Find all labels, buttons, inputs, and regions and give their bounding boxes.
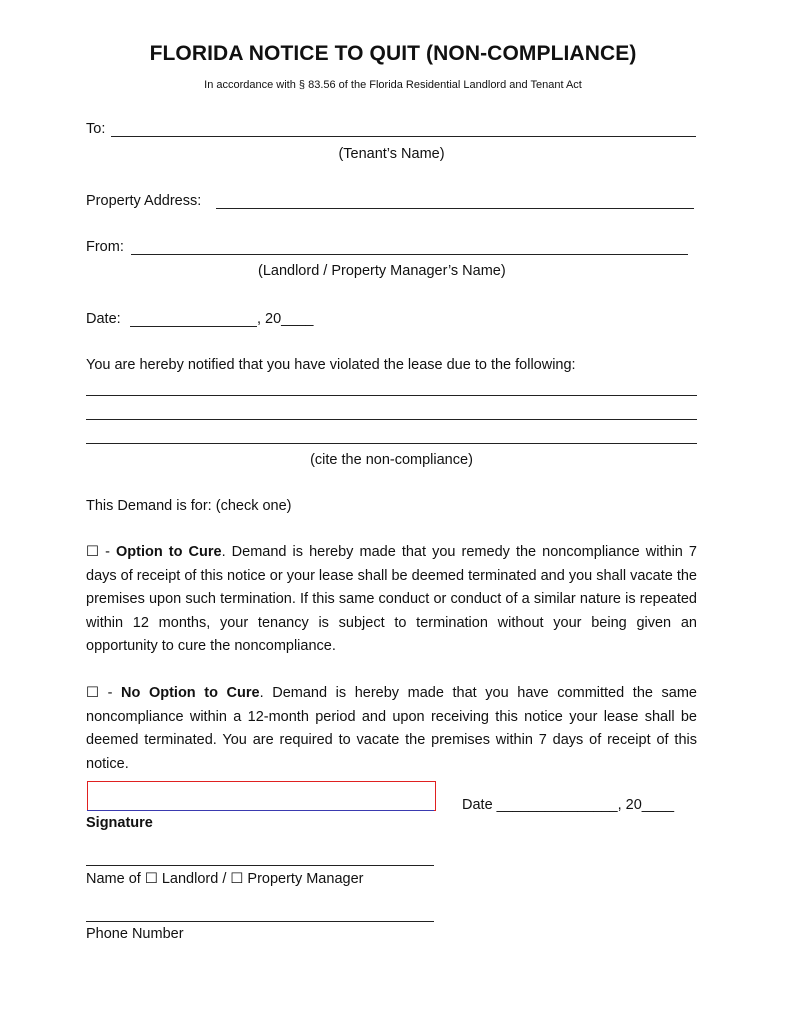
date-year: , 20____ bbox=[257, 311, 314, 327]
from-label: From: bbox=[86, 239, 124, 255]
violation-caption: (cite the non-compliance) bbox=[310, 452, 473, 468]
phone-label: Phone Number bbox=[86, 926, 184, 942]
signature-date[interactable]: Date _______________, 20____ bbox=[462, 797, 675, 813]
to-label: To: bbox=[86, 121, 106, 137]
landlord-name-caption: (Landlord / Property Manager’s Name) bbox=[258, 263, 506, 279]
tenant-name-field[interactable] bbox=[111, 136, 696, 137]
phone-field[interactable] bbox=[86, 921, 434, 922]
violation-intro: You are hereby notified that you have violated the lease due to the following: bbox=[86, 357, 576, 373]
name-label: Name of ☐ Landlord / ☐ Property Manager bbox=[86, 871, 364, 887]
no-option-to-cure-checkbox[interactable]: ☐ bbox=[86, 685, 99, 701]
document-subtitle: In accordance with § 83.56 of the Florida Residential Landlord and Tenant Act bbox=[204, 79, 582, 91]
signature-field[interactable] bbox=[87, 810, 434, 811]
no-option-to-cure-title: No Option to Cure bbox=[121, 685, 260, 701]
option-to-cure-dash: - bbox=[99, 544, 116, 560]
violation-line-3[interactable] bbox=[86, 443, 697, 444]
no-option-to-cure-dash: - bbox=[99, 685, 122, 701]
no-option-to-cure-text: . Demand is hereby made that you have committed the same noncompliance within a 12-month period and upon receiving this notice your lease shall be deemed terminated. You are required to vacate the premises within 7 days of receipt of this notice. bbox=[86, 685, 698, 772]
date-field[interactable] bbox=[130, 326, 257, 327]
demand-intro: This Demand is for: (check one) bbox=[86, 498, 292, 514]
option-to-cure-title: Option to Cure bbox=[115, 544, 222, 560]
landlord-name-field[interactable] bbox=[131, 254, 688, 255]
name-field[interactable] bbox=[86, 865, 434, 866]
signature-label: Signature bbox=[86, 815, 153, 831]
date-label: Date: bbox=[86, 311, 121, 327]
document-title: FLORIDA NOTICE TO QUIT (NON-COMPLIANCE) bbox=[149, 42, 637, 65]
no-option-to-cure-paragraph bbox=[86, 682, 697, 776]
option-to-cure-text: . Demand is hereby made that you remedy the noncompliance within 7 days of receipt of this notice or your lease shall be deemed terminated and you shall vacate the premises upon such termination. If this same conduct or conduct of a similar nature is repeated within 12 months, your tenancy is subject to termination without your being given an opportunity to cure the noncompliance. bbox=[86, 544, 697, 654]
option-to-cure-checkbox[interactable]: ☐ bbox=[86, 544, 99, 560]
tenant-name-caption: (Tenant’s Name) bbox=[338, 146, 445, 162]
option-to-cure-paragraph bbox=[86, 541, 697, 659]
property-address-field[interactable] bbox=[216, 208, 694, 209]
violation-line-2[interactable] bbox=[86, 419, 697, 420]
signature-highlight-box[interactable] bbox=[87, 781, 436, 811]
property-address-label: Property Address: bbox=[86, 193, 202, 209]
violation-line-1[interactable] bbox=[86, 395, 697, 396]
